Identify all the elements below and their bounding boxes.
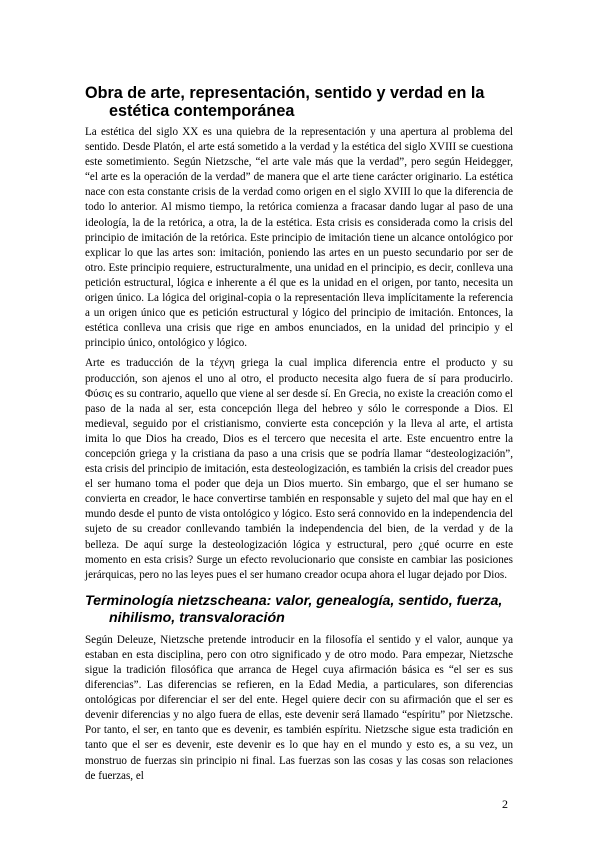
section-heading-nietzschean-terminology: Terminología nietzscheana: valor, genealogía, sentido, fuerza, nihilismo, transvaloración bbox=[85, 592, 503, 626]
body-paragraph: La estética del siglo XX es una quiebra de la representación y una apertura al problema del sentido. Desde Platón, el arte está sometido a la verdad y la estética del siglo XVIII se cuestiona este sometimiento. Según Nietzsche, “el arte vale más que la verdad”, pero según Heidegger, “el arte es la operación de la verdad” de manera que el arte tiene carácter originario. La estética nace con esta constante crisis de la verdad como origen en el siglo XVIII lo que la diferencia de todo lo anterior. Al mismo tiempo, la retórica comienza a fracasar dando lugar al paso de una ideología, la de la retórica, a otra, la de la estética. Esta crisis es considerada como la crisis del principio de imitación de la retórica. Este principio de imitación tiene un alcance ontológico por explicar lo que las artes son: imitación, poniendo las artes en un puesto secundario por ser de otro. Este principio requiere, estructuralmente, una unidad en el principio, es decir, conlleva una petición estructural, lógica e inherente a él que es la unidad en el origen, por tanto, necesita un origen único. La lógica del original-copia o la representación lleva implícitamente la referencia a un origen único que es petición estructural y lógico del principio de imitación. Entonces, la estética conlleva una crisis que rige en ambos enunciados, en la unidad del principio y el principio único, ontológico y lógico. bbox=[85, 126, 513, 350]
body-paragraph: Según Deleuze, Nietzsche pretende introducir en la filosofía el sentido y el valor, aunque ya estaban en esta disciplina, pero con otro significado y de otro modo. Para empezar, Nietzsche sigue la tradición filosófica que arranca de Hegel cuya afirmación básica es “el ser es sus diferencias”. Las diferencias se refieren, en la Edad Media, a particulares, son diferencias ontológicas por diferenciar el ser del ente. Hegel quiere decir con su afirmación que el ser es devenir diferencias y no algo fuera de ellas, este devenir será llamado “espíritu” por Nietzsche. Por tanto, el ser, en tanto que es devenir, es también espíritu. Nietzsche sigue esta tradición en tanto que el ser es devenir, este devenir es lo que hay en el mundo y esto es, a su vez, un monstruo de fuerzas sin principio ni final. Las fuerzas son las cosas y las cosas son relaciones de fuerzas, el bbox=[85, 633, 513, 782]
page-number: 2 bbox=[502, 797, 508, 811]
section-heading-art-representation: Obra de arte, representación, sentido y verdad en la estética contemporánea bbox=[85, 84, 485, 120]
page-content bbox=[85, 84, 513, 789]
body-paragraph: Arte es traducción de la τέχνη griega la cual implica diferencia entre el producto y su producción, son ajenos el uno al otro, el producto necesita algo fuera de sí para producirlo. Φύσις es su contrario, aquello que viene al ser desde sí. En Grecia, no existe la creación como el paso de la nada al ser, esta concepción llega del hebreo y sólo le corresponde a Dios. El medieval, seguido por el cristianismo, convierte esta concepción y la lleva al arte, el artista imita lo que Dios ha creado, Dios es el tercero que necesita el arte. Este encuentro entre la concepción griega y la cristiana da paso a una crisis que se podría llamar “desteologización”, esta crisis del principio de imitación, esta desteologización, es también la crisis del creador pues el ser humano toma el poder que deja un Dios muerto. Sin embargo, que el ser humano se convierta en creador, le hace convertirse también en responsable y sujeto del mal que hay en el mundo desde el punto de vista ontológico y lógico. Esto será connovido en la independencia del sujeto de su creador conllevando también la independencia del bien, de la verdad y de la belleza. De aquí surge la desteologización lógica y estructural, pero ¿qué ocurre en este momento en esta crisis? Surge un efecto revolucionario que consiste en cambiar las posiciones jerárquicas, pero no las leyes pues el ser humano creador ocupa ahora el lugar dejado por Dios. bbox=[85, 357, 513, 581]
